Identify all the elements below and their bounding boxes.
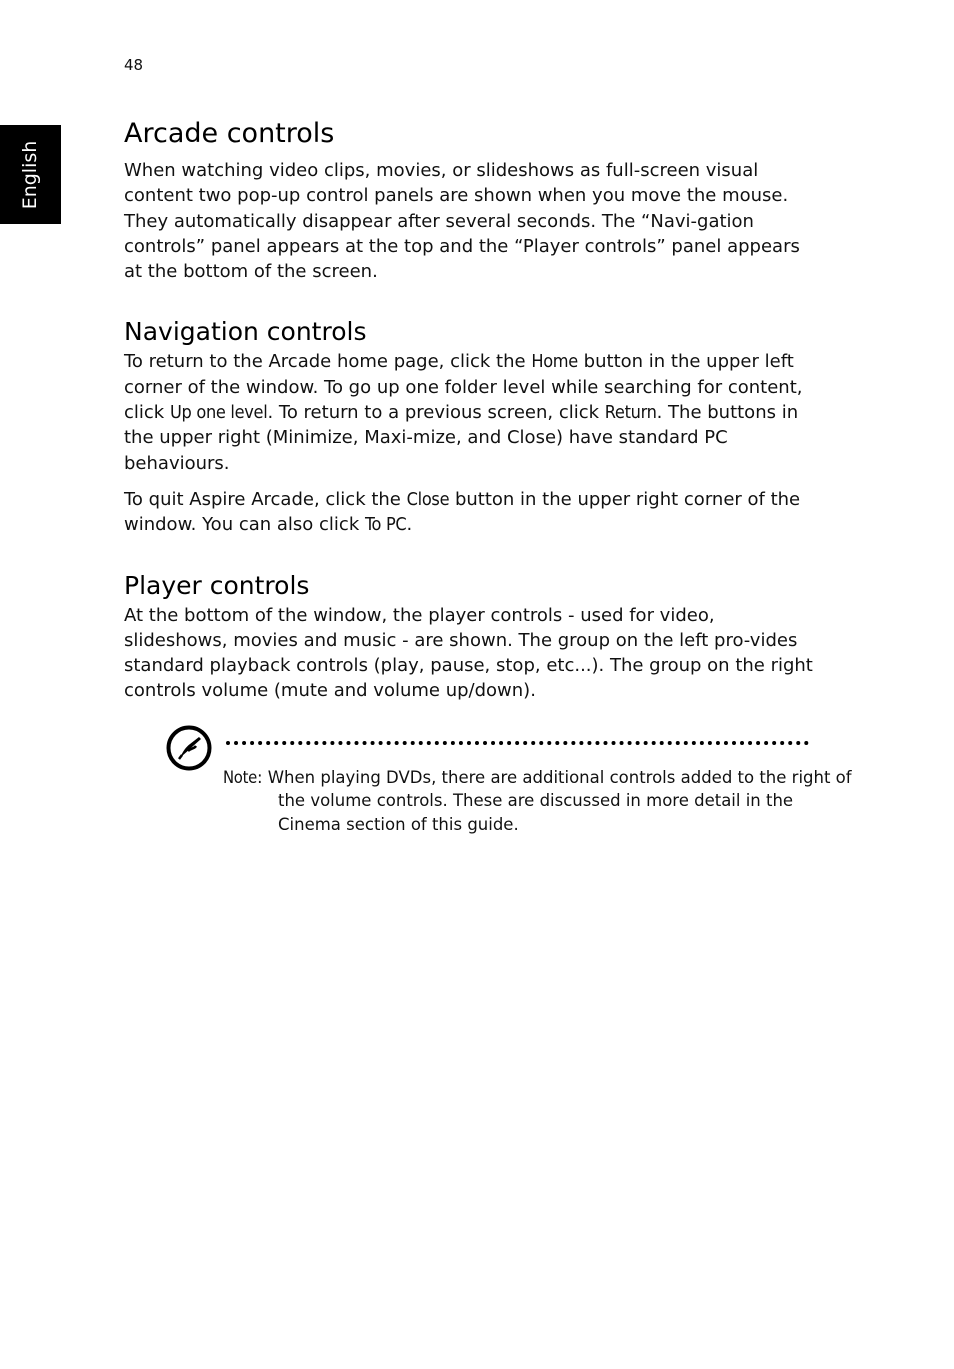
text-run: . The buttons in the upper right (Minimize, Maxi-mize, and Close) have standard PC behaviours.: [124, 402, 799, 474]
note-text: [223, 766, 853, 836]
note-dotted-rule: [226, 741, 809, 745]
text-run: button in the upper right corner of the window. You can also click: [124, 488, 801, 536]
note-pen-icon: [166, 725, 212, 771]
return-term: Return: [604, 402, 657, 424]
player-paragraph: At the bottom of the window, the player controls - used for video, slideshows, movies and music - are shown. The group on the left pro-vides standard playback controls (play, pause, stop, etc...). The group on the right controls volume (mute and volume up/down).: [124, 604, 813, 702]
navigation-paragraph-2: [124, 487, 814, 538]
navigation-section: [124, 315, 814, 537]
player-controls-heading: Player controls: [124, 570, 310, 600]
page-number: 48: [124, 56, 144, 74]
player-section: [124, 569, 814, 704]
text-run: To quit Aspire Arcade, click the: [124, 488, 407, 510]
page-content: [124, 114, 814, 704]
close-term: Close: [406, 488, 450, 510]
text-run: To return to the Arcade home page, click the: [124, 351, 532, 373]
language-tab-label: English: [19, 140, 41, 210]
language-tab: [0, 125, 61, 224]
text-run: .: [406, 514, 413, 536]
arcade-controls-heading: Arcade controls: [124, 118, 335, 149]
to-pc-term: To PC: [364, 514, 407, 536]
arcade-intro-paragraph: When watching video clips, movies, or slideshows as full-screen visual content two pop-up control panels are shown when you move the mouse. They automatically disappear after several seconds. The “Navi-gation controls” panel appears at the top and the “Player controls” panel appears at the bottom of the screen.: [124, 160, 800, 283]
home-term: Home: [531, 351, 578, 373]
up-one-level-term: Up one level: [169, 402, 268, 424]
note-body: : When playing DVDs, there are additional controls added to the right of the volume controls. These are discussed in more detail in the Cinema section of this guide.: [256, 768, 852, 834]
note-box: [166, 723, 852, 843]
navigation-controls-heading: Navigation controls: [124, 317, 367, 347]
text-run: . To return to a previous screen, click: [267, 402, 605, 424]
note-label: Note: [223, 768, 257, 787]
text-run: button in the upper left corner of the window. To go up one folder level while searching for content, click: [124, 351, 803, 424]
navigation-paragraph-1: [124, 349, 814, 475]
